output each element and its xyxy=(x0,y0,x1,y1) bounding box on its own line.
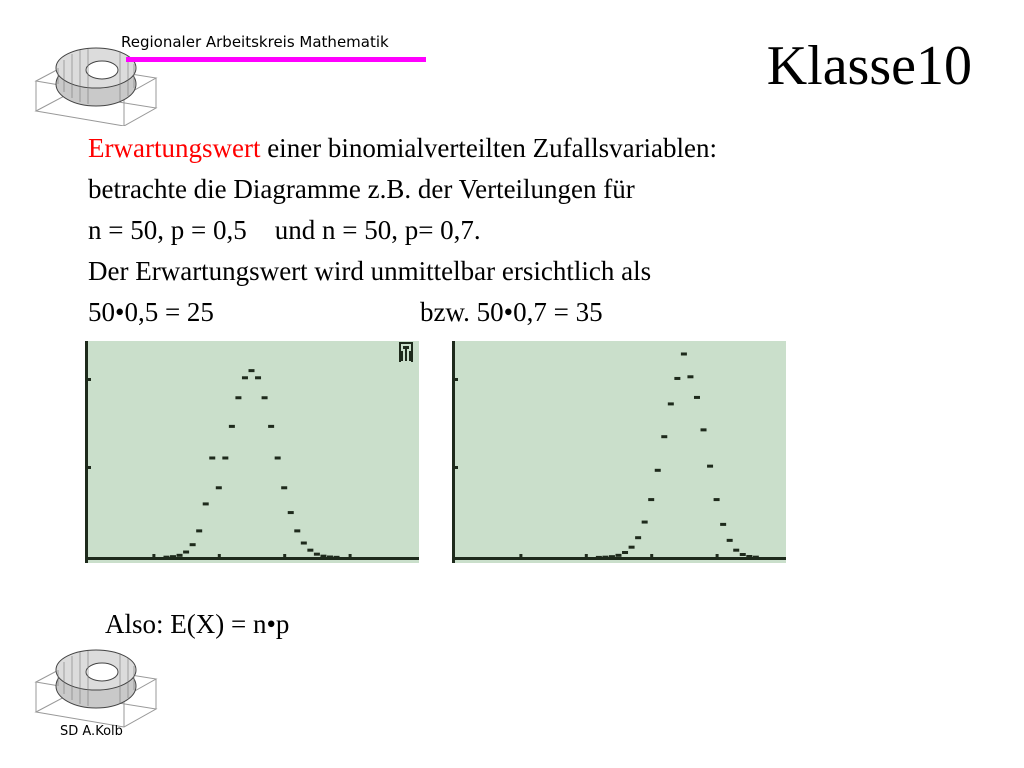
chart-binomial-p05 xyxy=(85,341,419,563)
y-axis xyxy=(452,341,455,563)
data-point xyxy=(602,556,608,559)
data-point xyxy=(262,396,268,399)
data-point xyxy=(183,551,189,554)
y-tick xyxy=(88,378,91,381)
chart-svg xyxy=(452,341,786,563)
text-line-3-a: n = 50, p = 0,5 xyxy=(88,215,247,245)
data-point xyxy=(596,556,602,559)
data-point xyxy=(222,456,228,459)
data-point xyxy=(720,523,726,526)
chart-binomial-p07 xyxy=(452,341,786,563)
x-tick xyxy=(218,554,221,557)
data-point xyxy=(694,396,700,399)
data-point xyxy=(209,456,215,459)
x-tick xyxy=(152,554,155,557)
data-point xyxy=(268,425,274,428)
chart-svg xyxy=(85,341,419,563)
data-point xyxy=(242,376,248,379)
data-point xyxy=(320,555,326,558)
data-point xyxy=(281,486,287,489)
data-point xyxy=(681,352,687,355)
data-point xyxy=(203,502,209,505)
text-line-5-a: 50•0,5 = 25 xyxy=(88,297,214,327)
text-line-1 xyxy=(88,128,717,169)
data-point xyxy=(642,521,648,524)
data-point xyxy=(648,498,654,501)
data-point xyxy=(727,539,733,542)
data-point xyxy=(170,555,176,558)
x-axis xyxy=(85,557,419,560)
data-point xyxy=(229,425,235,428)
data-point xyxy=(733,549,739,552)
data-point xyxy=(216,486,222,489)
y-tick xyxy=(88,466,91,469)
conclusion: Also: E(X) = n•p xyxy=(105,609,290,639)
data-point xyxy=(753,556,759,559)
data-point xyxy=(616,554,622,557)
y-tick xyxy=(455,378,458,381)
data-point xyxy=(334,556,340,559)
x-tick xyxy=(650,554,653,557)
highlight-term: Erwartungswert xyxy=(88,133,261,163)
data-point xyxy=(314,553,320,556)
slide-title: Klasse10 xyxy=(766,35,972,97)
org-name: Regionaler Arbeitskreis Mathematik xyxy=(121,33,389,51)
header-accent-bar xyxy=(126,57,426,62)
data-point xyxy=(249,369,255,372)
x-tick xyxy=(585,554,588,557)
data-point xyxy=(746,555,752,558)
body-text xyxy=(88,128,717,333)
data-point xyxy=(275,456,281,459)
x-tick xyxy=(519,554,522,557)
data-point xyxy=(661,435,667,438)
torus-logo-icon xyxy=(28,640,160,730)
data-point xyxy=(288,511,294,514)
data-point xyxy=(294,529,300,532)
y-tick xyxy=(455,466,458,469)
x-tick xyxy=(349,554,352,557)
data-point xyxy=(609,555,615,558)
text-line-5 xyxy=(88,292,717,333)
data-point xyxy=(701,428,707,431)
data-point xyxy=(622,551,628,554)
data-point xyxy=(629,546,635,549)
data-point xyxy=(163,556,169,559)
text-line-5-b: bzw. 50•0,7 = 35 xyxy=(419,297,603,327)
text-line-4: Der Erwartungswert wird unmittelbar ersichtlich als xyxy=(88,256,652,286)
data-point xyxy=(687,375,693,378)
data-point xyxy=(196,529,202,532)
data-point xyxy=(668,402,674,405)
data-point xyxy=(707,465,713,468)
data-point xyxy=(740,553,746,556)
data-point xyxy=(301,542,307,545)
text-line-1-rest: einer binomialverteilten Zufallsvariablen: xyxy=(260,133,718,163)
scroll-up-indicator-icon xyxy=(399,342,413,362)
data-point xyxy=(674,377,680,380)
author: SD A.Kolb xyxy=(60,724,123,739)
text-line-3-b: und n = 50, p= 0,7. xyxy=(274,215,481,245)
data-point xyxy=(635,536,641,539)
data-point xyxy=(190,543,196,546)
text-line-3 xyxy=(88,210,717,251)
data-point xyxy=(177,554,183,557)
data-point xyxy=(655,469,661,472)
x-axis xyxy=(452,557,786,560)
data-point xyxy=(327,556,333,559)
data-point xyxy=(235,396,241,399)
data-point xyxy=(255,376,261,379)
data-point xyxy=(714,498,720,501)
x-tick xyxy=(716,554,719,557)
x-tick xyxy=(283,554,286,557)
text-line-2: betrachte die Diagramme z.B. der Verteilungen für xyxy=(88,174,635,204)
y-axis xyxy=(85,341,88,563)
data-point xyxy=(307,549,313,552)
